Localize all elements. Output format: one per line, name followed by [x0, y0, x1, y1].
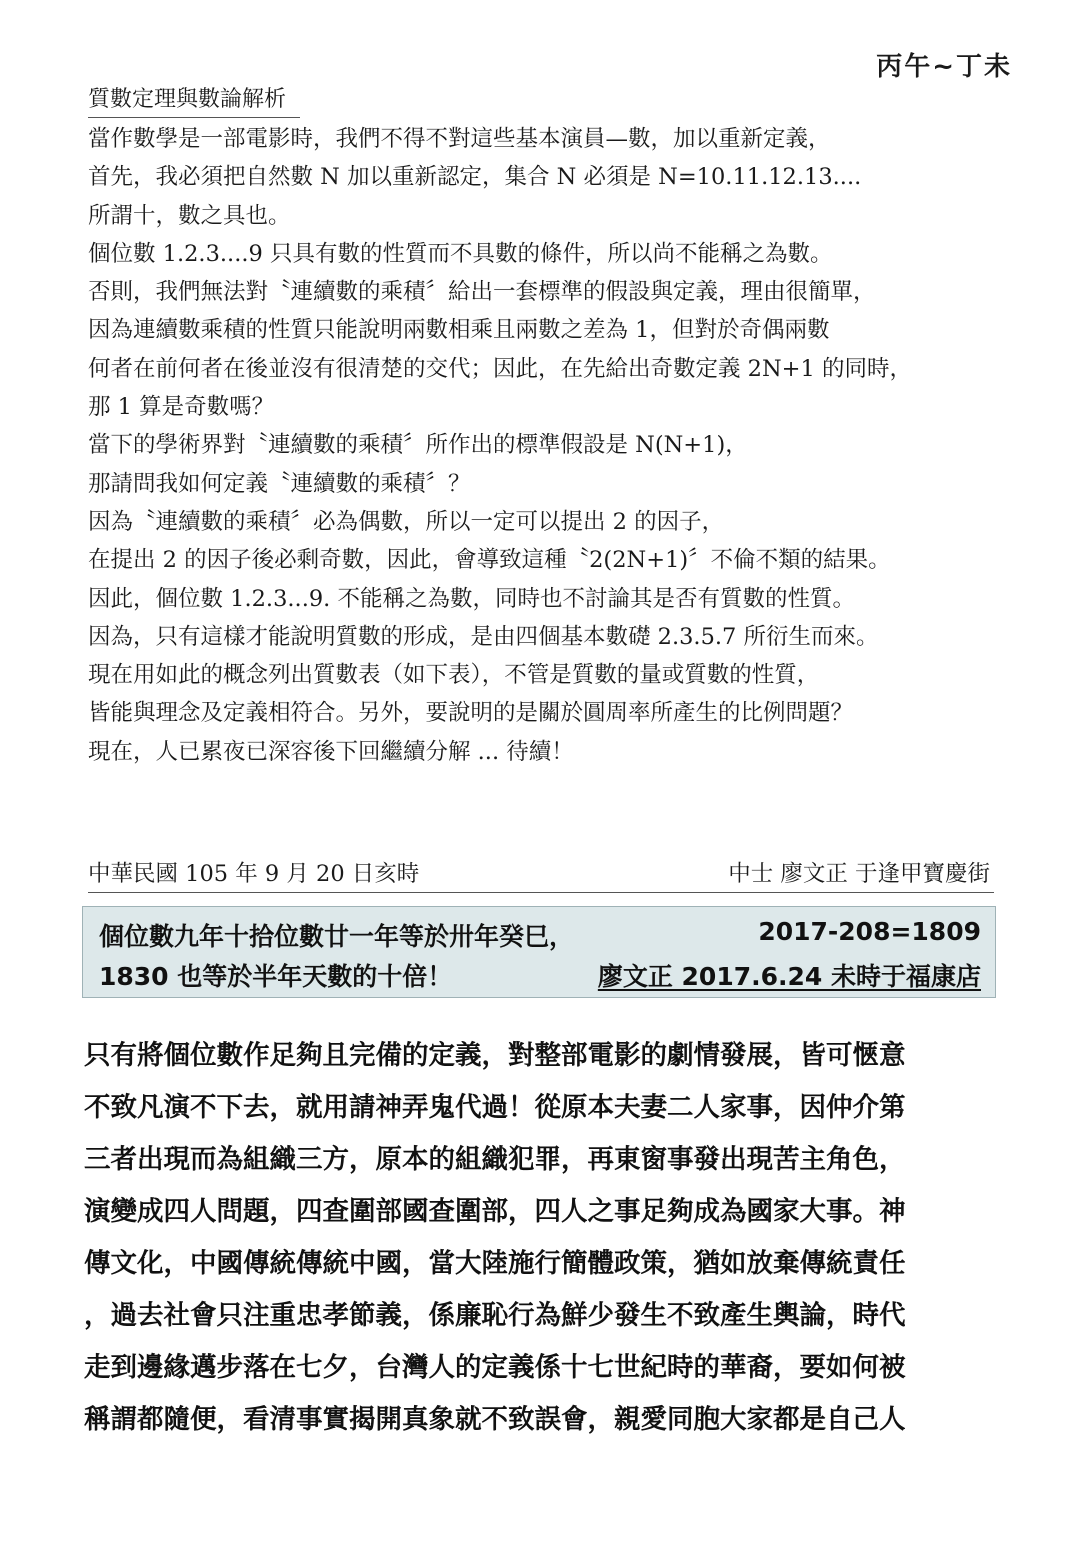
body-line: 在提出 2 的因子後必剩奇數，因此，會導致這種〝2(2N+1)〞不倫不類的結果。: [88, 547, 891, 574]
signature-line: [88, 856, 994, 893]
bold-line: 傳文化，中國傳統傳統中國，當大陸施行簡體政策，猶如放棄傳統責任: [84, 1248, 906, 1279]
body-line: 因為，只有這樣才能說明質數的形成，是由四個基本數礎 2.3.5.7 所衍生而來。: [88, 623, 879, 650]
body-line: 因此，個位數 1.2.3...9. 不能稱之為數，同時也不討論其是否有質數的性質。: [88, 585, 855, 612]
signature-date: 中華民國 105 年 9 月 20 日亥時: [88, 861, 420, 887]
highlight-row: [99, 917, 981, 953]
body-line: 因為連續數乘積的性質只能說明兩數相乘且兩數之差為 1，但對於奇偶兩數: [88, 317, 830, 344]
bold-line: 稱謂都隨便，看清事實揭開真象就不致誤會，親愛同胞大家都是自己人: [84, 1404, 906, 1435]
bold-line: 只有將個位數作足夠且完備的定義，對整部電影的劇情發展，皆可愜意: [84, 1040, 906, 1071]
bold-line: ，過去社會只注重忠孝節義，係廉恥行為鮮少發生不致產生輿論，時代: [84, 1300, 906, 1331]
bold-line: 走到邊緣邁步落在七夕，台灣人的定義係十七世紀時的華裔，要如何被: [84, 1352, 906, 1383]
body-line: 當作數學是一部電影時，我們不得不對這些基本演員—數，加以重新定義，: [88, 126, 831, 152]
highlight-equation: 2017-208=1809: [758, 917, 981, 946]
body-line: 現在用如此的概念列出質數表（如下表），不管是質數的量或質數的性質，: [88, 662, 820, 689]
bold-line: 不致凡演不下去，就用請神弄鬼代過！從原本夫妻二人家事，因仲介第: [84, 1092, 906, 1123]
corner-label: 丙午~丁未: [876, 52, 1012, 82]
body-line: 那請問我如何定義〝連續數的乘積〞？: [88, 470, 471, 497]
body-line: 皆能與理念及定義相符合。另外，要說明的是關於圓周率所產生的比例問題？: [88, 700, 854, 727]
body-line: 首先，我必須把自然數 N 加以重新認定，集合 N 必須是 N=10.11.12.13....: [88, 164, 862, 191]
bold-line: 演變成四人問題，四查圍部國查圍部，四人之事足夠成為國家大事。神: [84, 1196, 906, 1227]
signature-author: 中士 廖文正 于逢甲寶慶街: [728, 861, 990, 887]
body-line: 何者在前何者在後並沒有很清楚的交代；因此，在先給出奇數定義 2N+1 的同時，: [88, 355, 912, 382]
body-line: 所謂十，數之具也。: [88, 202, 291, 229]
highlight-text: 個位數九年十拾位數廿一年等於卅年癸巳，: [99, 922, 575, 951]
body-line: 否則，我們無法對〝連續數的乘積〞給出一套標準的假設與定義，理由很簡單，: [88, 279, 876, 306]
highlight-box: [82, 906, 996, 998]
bold-paragraph: [84, 1030, 1014, 1446]
highlight-signature: 廖文正 2017.6.24 未時于福康店: [597, 962, 981, 991]
body-line: 當下的學術界對〝連續數的乘積〞所作出的標準假設是 N(N+1)，: [88, 432, 748, 459]
body-line: 因為〝連續數的乘積〞必為偶數，所以一定可以提出 2 的因子，: [88, 508, 725, 535]
body-line: 那 1 算是奇數嗎？: [88, 394, 275, 421]
body-line: 現在，人已累夜已深容後下回繼續分解 ... 待續！: [88, 738, 574, 765]
document-body: [88, 120, 1048, 771]
highlight-row: [99, 957, 981, 993]
bold-line: 三者出現而為組織三方，原本的組織犯罪，再東窗事發出現苦主角色，: [84, 1144, 906, 1175]
highlight-text: 1830 也等於半年天數的十倍！: [99, 962, 453, 991]
document-title: 質數定理與數論解析: [88, 82, 300, 118]
body-line: 個位數 1.2.3....9 只具有數的性質而不具數的條件，所以尚不能稱之為數。: [88, 240, 833, 267]
